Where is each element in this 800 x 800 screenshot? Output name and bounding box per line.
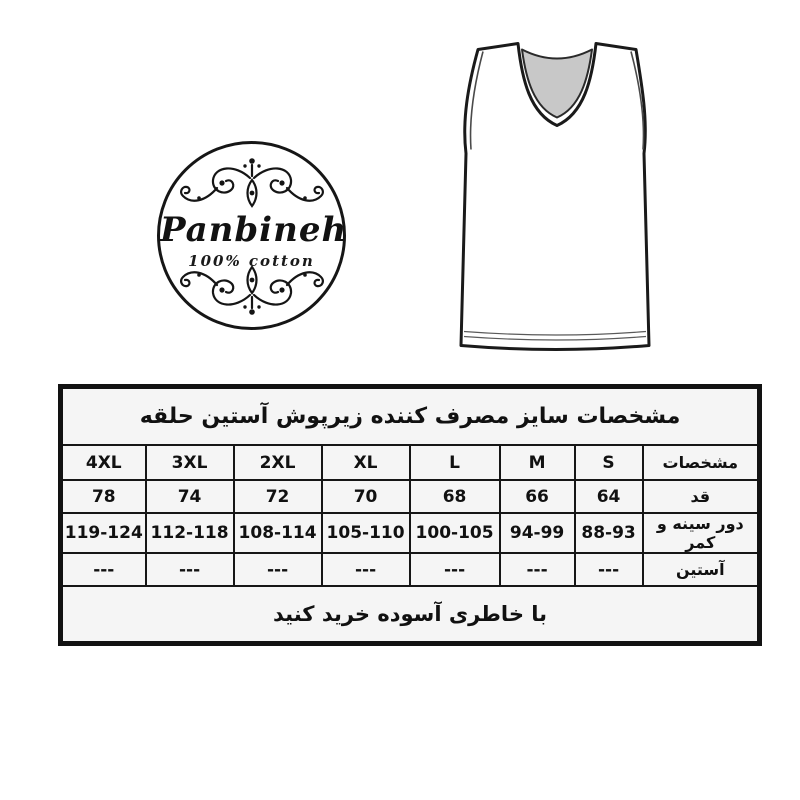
size-cell: 88-93 — [575, 513, 643, 553]
row-label: آستین — [643, 553, 760, 586]
size-cell: 72 — [234, 480, 322, 513]
undershirt-illustration — [450, 34, 660, 362]
row-label: دور سینه و کمر — [643, 513, 760, 553]
size-col-header-s: S — [575, 445, 643, 480]
size-cell: --- — [575, 553, 643, 586]
size-cell: 112-118 — [146, 513, 234, 553]
size-cell: 64 — [575, 480, 643, 513]
size-cell: --- — [322, 553, 410, 586]
brand-logo — [157, 141, 346, 330]
table-title-row — [61, 387, 760, 446]
size-table-container — [58, 384, 757, 646]
size-table — [58, 384, 762, 646]
size-cell: --- — [61, 553, 146, 586]
size-col-header-4xl: 4XL — [61, 445, 146, 480]
size-row — [61, 513, 760, 553]
row-label: قد — [643, 480, 760, 513]
size-col-header-m: M — [500, 445, 575, 480]
size-cell: 68 — [410, 480, 500, 513]
size-row — [61, 480, 760, 513]
size-row — [61, 553, 760, 586]
size-cell: --- — [146, 553, 234, 586]
brand-name: Panbineh — [160, 210, 348, 250]
table-footer: با خاطری آسوده خرید کنید — [61, 586, 760, 644]
size-cell: 70 — [322, 480, 410, 513]
size-cell: 119-124 — [61, 513, 146, 553]
size-col-header-3xl: 3XL — [146, 445, 234, 480]
logo-top-flourish-icon — [177, 156, 327, 208]
size-cell: --- — [500, 553, 575, 586]
logo-bottom-flourish-icon — [177, 265, 327, 317]
size-cell: 78 — [61, 480, 146, 513]
size-cell: 94-99 — [500, 513, 575, 553]
size-col-header-xl: XL — [322, 445, 410, 480]
size-cell: 108-114 — [234, 513, 322, 553]
table-footer-row — [61, 586, 760, 644]
spec-header-cell: مشخصات — [643, 445, 760, 480]
size-cell: 105-110 — [322, 513, 410, 553]
size-cell: --- — [234, 553, 322, 586]
size-col-header-2xl: 2XL — [234, 445, 322, 480]
size-cell: 74 — [146, 480, 234, 513]
size-cell: 100-105 — [410, 513, 500, 553]
size-header-row — [61, 445, 760, 480]
size-cell: --- — [410, 553, 500, 586]
table-title: مشخصات سایز مصرف کننده زیرپوش آستین حلقه — [61, 387, 760, 446]
brand-tagline: 100% cotton — [188, 252, 315, 270]
size-cell: 66 — [500, 480, 575, 513]
size-col-header-l: L — [410, 445, 500, 480]
